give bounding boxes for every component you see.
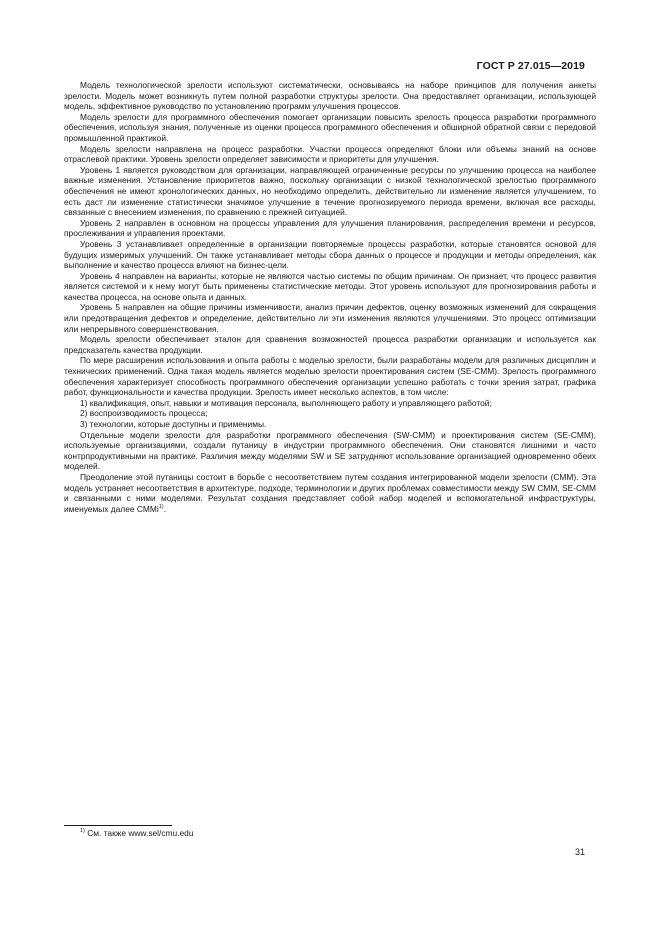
paragraph: По мере расширения использования и опыта работы с моделью зрелости, были разработаны модели для различных дисциплин и технических применений. Одна такая модель является моделью зрелости проектирования систем (SE-CMM). Зрелость программного обеспечения характеризует способность программного обеспечения организации успешно работать с точки зрения затрат, графика работ, функциональности и качества продукции. Зрелость имеет несколько аспектов, в том числе: [64,355,596,398]
paragraph: Уровень 3 устанавливает определенные в организации повторяемые процессы разработки, которые становятся основой для будущих измеримых улучшений. Он также устанавливает методы сбора данных о процессе и продукции и методы определения, как выполнение и качество процесса влияют на бизнес-цели. [64,238,596,271]
footnote-marker: 1) [80,828,85,835]
paragraph-with-footnote [64,472,596,514]
paragraph: Уровень 4 направлен на варианты, которые не являются частью системы по общим причинам. Он признает, что процесс развития является системой и к нему могут быть применены статистические методы. Этот уровень используют для прогнозирования работы и качества процесса, на основе опыта и данных. [64,270,596,302]
list-item: 2) воспроизводимость процесса; [80,408,208,419]
paragraph: Модель зрелости обеспечивает эталон для сравнения возможностей процесса разработки организации и используется как предсказатель качества продукции. [64,334,596,355]
list-item: 3) технологии, которые доступны и применимы. [80,419,267,429]
footnote-divider [64,825,172,826]
document-body [64,80,596,514]
paragraph: Модель технологической зрелости используют систематически, основываясь на наборе принципов для получения анкеты зрелости. Модель может возникнуть путем полной разработки структуры зрелости. Она предоставляет организации, использующей модель, эффективное руководство по установлению программ улучшения процессов. [64,80,596,112]
document-header: ГОСТ Р 27.015—2019 [476,60,585,72]
paragraph-text: Преодоление этой путаницы состоит в борьбе с несоответствием путем создания интегрированной модели зрелости (CMM). Эта модель устраняет несоответствия в архитектуре, подходе, терминологии и других проблемах совместимости между SW CMM, SE-CMM и связанными с ними моделями. Результат создания представляет собой набор моделей и вспомогательной инфраструктуры, именуемых далее CMMi [64,471,596,514]
paragraph: Модель зрелости для программного обеспечения помогает организации повысить зрелость процесса разработки программного обеспечения, используя знания, полученные из оценки процесса программного обеспечения и обширной обратной связи с передовой промышленной практикой. [64,111,596,143]
footnote-text: См. также www.sel/cmu.edu [84,828,194,838]
paragraph: Модель зрелости направлена на процесс разработки. Участки процесса определяют блоки или объемы знаний на основе отраслевой практики. Уровень зрелости определяет зависимости и приоритеты для улучшения. [64,143,596,165]
paragraph: Отдельные модели зрелости для разработки программного обеспечения (SW-CMM) и проектирования систем (SE-CMM), используемые организациями, создали путаницу в индустрии программного обеспечения. Они становятся лишними и часто контрпродуктивными на практике. Различия между моделями SW и SE затрудняют использование организацией одновременно обеих моделей. [64,429,596,472]
page-number: 31 [574,847,585,857]
paragraph: Уровень 1 является руководством для организации, направляющей ограниченные ресурсы по улучшению процесса на наиболее важные изменения. Установление приоритетов важно, поскольку организации с низкой технологической зрелостью программного обеспечения не имеют хронологических данных, но необходимо определить, действительно ли изменение является улучшением, то есть даст ли изменение статистически значимое улучшение в течение прогнозируемого периода времени, включая все расходы, связанные с внесением изменения, по сравнению с прежней ситуацией. [64,164,596,218]
list-item: 1) квалификация, опыт, навыки и мотивация персонала, выполняющего работу и управляющего работой; [80,397,492,408]
paragraph: Уровень 2 направлен в основном на процессы управления для улучшения планирования, распределения времени и ресурсов, прослеживания и управления проектами. [64,217,596,239]
paragraph-end: . [163,503,166,514]
footnote-reference[interactable]: 1) [158,503,164,510]
paragraph: Уровень 5 направлен на общие причины изменчивости, анализ причин дефектов, оценку возможных изменений для сокращения или предотвращения дефектов и определение, действительно ли эти изменения являются улучшениями. Это процесс оптимизации или непрерывного совершенствования. [64,302,596,334]
footnote [80,828,194,839]
